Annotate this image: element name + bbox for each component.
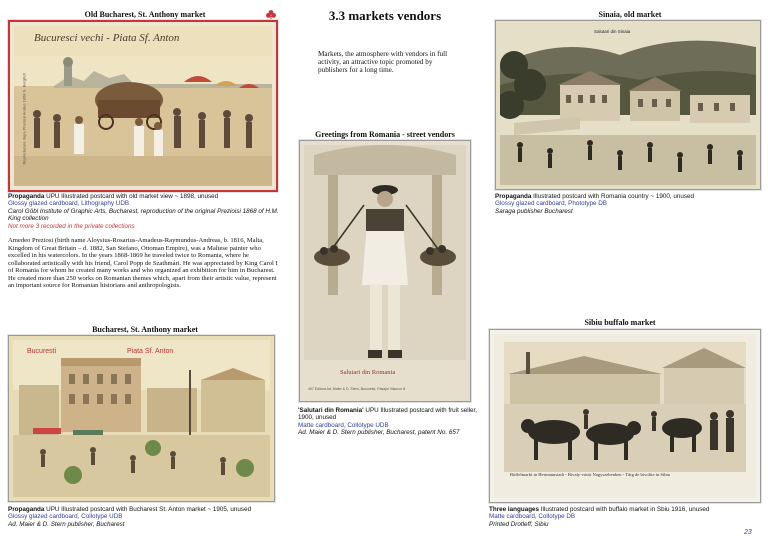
greetings-caption-material: Matte cardboard, Collotype UDB — [298, 421, 389, 429]
greetings-image-caption: Salutari din Romania — [340, 369, 396, 376]
bucharest-market-postcard — [8, 335, 275, 502]
sibiu-caption-publisher: Printed Drotleff, Sibiu — [489, 520, 549, 528]
bucharest-market-caption-right: Piata Sf. Anton — [127, 348, 174, 355]
old-bucharest-side-text: Reproducere dupa Preziosi Andeo 1868 N. Berghof — [21, 73, 27, 165]
clover-icon — [265, 8, 277, 20]
greetings-postcard — [299, 140, 471, 402]
sibiu-heading: Sibiu buffalo market — [584, 318, 656, 327]
greetings-caption — [298, 407, 478, 437]
old-bucharest-caption-lead: Propaganda — [8, 193, 45, 200]
sinaia-caption-desc: Illustrated postcard with Romania country ~ 1900, unused — [533, 193, 694, 200]
sinaia-caption — [495, 193, 765, 215]
sibiu-caption — [489, 506, 759, 528]
sibiu-caption-lead: Three languages — [489, 506, 540, 513]
greetings-caption-desc: UPU Illustrated postcard with fruit seller, 1900, unused — [298, 407, 478, 422]
intro-text: Markets, the atmosphere with vendors in full activity, an attractive topic promoted by publishers for a long time. — [318, 50, 448, 75]
old-bucharest-caption — [8, 193, 280, 230]
sibiu-caption-material: Matte cardboard, Collotype DB — [489, 513, 576, 521]
preziosi-paragraph: Amedeo Preziosi (birth name Aloysius-Rosarius-Amadeus-Raymundus-Andreas, b. 1816, Malta, Kingdom of Great Britain – d. 1882, San Stefano, Ottoman Empire), was a Maltese painter who excelled in his watercolors. In the years 1868-1869 he traveled twice to Romania, where he collaborated artistically with his friend, Carol Popp de Szathmári. He was appreciated by King Carol I of Romania for whom he created many works and who organized an exhibition for him in Bucharest. He created more than 250 works on Romanian themes which, apart from their artistic value, represent an important source for Romanian historians and anthropologists. — [8, 237, 278, 289]
sinaia-caption-lead: Propaganda — [495, 193, 532, 200]
page-number: 23 — [744, 529, 752, 536]
bucharest-market-caption-lead: Propaganda — [8, 506, 45, 513]
sinaia-caption-material: Glossy glazed cardboard, Phototype DB — [495, 200, 608, 208]
sinaia-caption-publisher: Saraga publisher Bucharest — [495, 207, 573, 215]
greetings-caption-lead: 'Salutari din Romania' — [298, 407, 364, 414]
sinaia-postcard — [495, 20, 761, 190]
old-bucharest-caption-material: Glossy glazed cardboard, Lithography UDB — [8, 200, 130, 208]
greetings-image-small: 407 Editura Ad. Maier & D. Stern, Bucuresti, Pasajul Vilacros 8 — [308, 387, 406, 391]
greetings-caption-publisher: Ad. Maier & D. Stern publisher, Bucharest, patent No. 657 — [298, 429, 460, 437]
old-bucharest-image-caption: Bucuresci vechi - Piata Sf. Anton — [34, 32, 180, 44]
page-title: 3.3 markets vendors — [328, 8, 442, 23]
sibiu-postcard — [489, 329, 761, 503]
sinaia-heading: Sinaia, old market — [598, 10, 662, 19]
greetings-heading: Greetings from Romania - street vendors — [315, 130, 455, 139]
old-bucharest-caption-note: Not more 3 recorded in the private collections — [8, 222, 135, 230]
old-bucharest-caption-desc: UPU Illustrated postcard with old market view ~ 1898, unused — [46, 193, 219, 200]
bucharest-market-caption — [8, 506, 283, 528]
old-bucharest-caption-publisher: Carol Göbl Institute of Graphic Arts, Bucharest, reproduction of the original Prezioisi 1868 of H.M. King collection — [8, 207, 279, 223]
bucharest-market-caption-left: Bucuresti — [27, 348, 57, 355]
sinaia-image-caption: Salutari din Sinaia — [594, 29, 631, 34]
sibiu-caption-desc: Illustrated postcard with buffalo market in Sbiu 1916, unused — [540, 506, 710, 513]
bucharest-market-caption-desc: UPU Illustrated postcard with Bucharest St. Anton market ~ 1905, unused — [46, 506, 252, 513]
bucharest-market-heading: Bucharest, St. Anthony market — [92, 325, 198, 334]
old-bucharest-heading: Old Bucharest, St. Anthony market — [84, 10, 206, 19]
bucharest-market-caption-material: Glossy glazed cardboard, Collotype UDB — [8, 513, 123, 521]
sibiu-image-caption: Büffelmarkt in Hermannstadt - Bivaly-vásár Nagyszebenben - Târg de bivolite in Sibiu — [510, 472, 671, 477]
old-bucharest-postcard — [8, 20, 278, 192]
bucharest-market-caption-publisher: Ad. Maier & D. Stern publisher, Bucharest — [8, 520, 125, 528]
